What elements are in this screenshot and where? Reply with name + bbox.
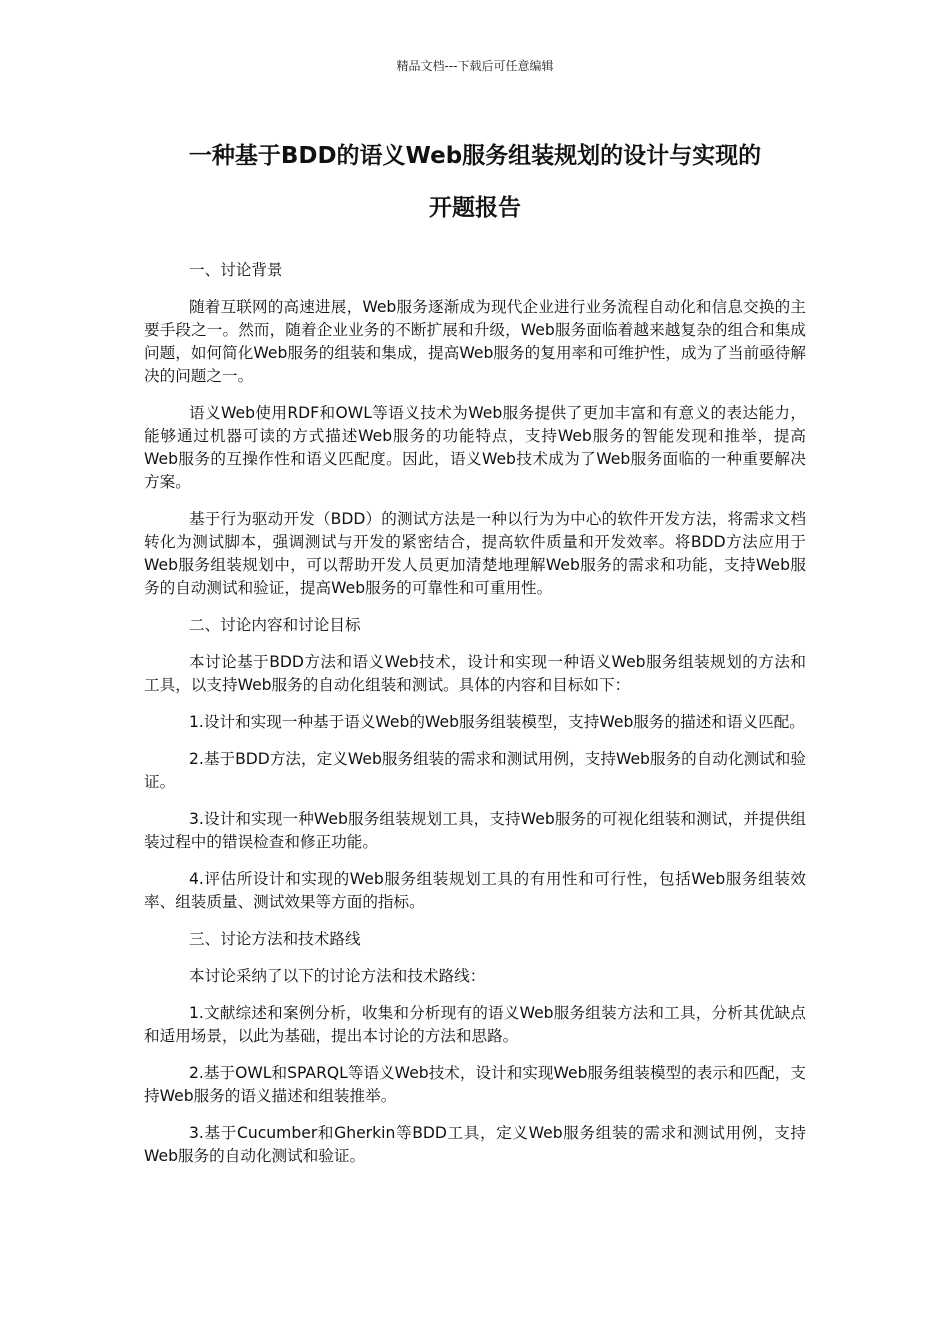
document-title (140, 130, 810, 234)
list-item-goal-2: 2.基于BDD方法，定义Web服务组装的需求和测试用例，支持Web服务的自动化测试和验证。 (144, 750, 806, 791)
list-item-goal-3: 3.设计和实现一种Web服务组装规划工具，支持Web服务的可视化组装和测试，并提供组装过程中的错误检查和修正功能。 (144, 810, 806, 851)
paragraph-background-1: 随着互联网的高速进展，Web服务逐渐成为现代企业进行业务流程自动化和信息交换的主要手段之一。然而，随着企业业务的不断扩展和升级，Web服务面临着越来越复杂的组合和集成问题，如何简化Web服务的组装和集成，提高Web服务的复用率和可维护性，成为了当前亟待解决的问题之一。 (144, 298, 806, 385)
section-heading-methods: 三、讨论方法和技术路线 (189, 930, 361, 948)
paragraph-background-2: 语义Web使用RDF和OWL等语义技术为Web服务提供了更加丰富和有意义的表达能力，能够通过机器可读的方式描述Web服务的功能特点，支持Web服务的智能发现和推举，提高Web服务的互操作性和语义匹配度。因此，语义Web技术成为了Web服务面临的一种重要解决方案。 (144, 404, 806, 491)
header-note: 精品文档---下载后可任意编辑 (396, 59, 554, 73)
title-line-1: 一种基于BDD的语义Web服务组装规划的设计与实现的 (188, 143, 762, 169)
section-heading-background: 一、讨论背景 (189, 261, 283, 279)
list-item-goal-4: 4.评估所设计和实现的Web服务组装规划工具的有用性和可行性，包括Web服务组装效率、组装质量、测试效果等方面的指标。 (144, 870, 806, 911)
paragraph-methods-intro: 本讨论采纳了以下的讨论方法和技术路线： (189, 967, 486, 985)
section-heading-content-goals: 二、讨论内容和讨论目标 (189, 616, 361, 634)
paragraph-content-intro: 本讨论基于BDD方法和语义Web技术，设计和实现一种语义Web服务组装规划的方法和工具，以支持Web服务的自动化组装和测试。具体的内容和目标如下： (144, 653, 806, 694)
list-item-goal-1: 1.设计和实现一种基于语义Web的Web服务组装模型，支持Web服务的描述和语义匹配。 (189, 713, 805, 731)
list-item-method-3: 3.基于Cucumber和Gherkin等BDD工具，定义Web服务组装的需求和测试用例，支持Web服务的自动化测试和验证。 (144, 1124, 806, 1165)
title-line-2: 开题报告 (429, 195, 521, 221)
list-item-method-1: 1.文献综述和案例分析，收集和分析现有的语义Web服务组装方法和工具，分析其优缺点和适用场景，以此为基础，提出本讨论的方法和思路。 (144, 1004, 806, 1045)
paragraph-background-3: 基于行为驱动开发（BDD）的测试方法是一种以行为为中心的软件开发方法，将需求文档转化为测试脚本，强调测试与开发的紧密结合，提高软件质量和开发效率。将BDD方法应用于Web服务组装规划中，可以帮助开发人员更加清楚地理解Web服务的需求和功能，支持Web服务的自动测试和验证，提高Web服务的可靠性和可重用性。 (144, 510, 806, 597)
document-body (144, 259, 806, 1182)
list-item-method-2: 2.基于OWL和SPARQL等语义Web技术，设计和实现Web服务组装模型的表示和匹配，支持Web服务的语义描述和组装推举。 (144, 1064, 806, 1105)
